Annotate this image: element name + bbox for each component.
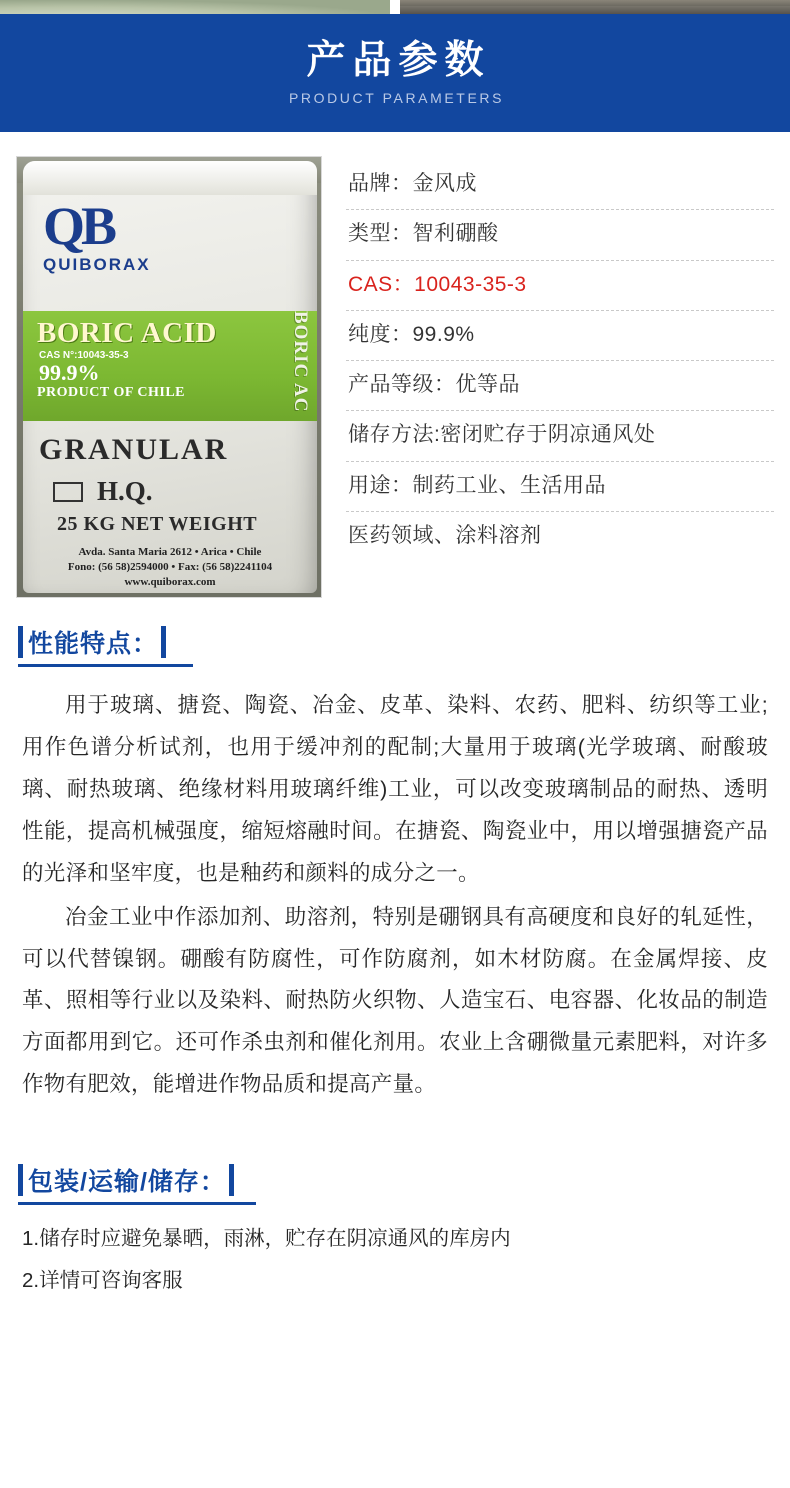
product-grade-text: H.Q. (97, 476, 153, 506)
packaging-list-item: 2.详情可咨询客服 (22, 1269, 183, 1293)
packaging-section (0, 1146, 790, 1329)
section-banner (0, 14, 790, 132)
features-section (0, 608, 790, 1106)
features-body (0, 667, 790, 1106)
product-purity-text: 99.9% (39, 360, 100, 385)
banner-subtitle: PRODUCT PARAMETERS (288, 90, 505, 107)
spec-row: 品牌：金风成 (346, 160, 774, 210)
address-line-2: Fono: (56 58)2594000 • Fax: (56 58)2241104 (67, 560, 273, 573)
banner-title: 产品参数 (306, 38, 491, 82)
parameters-section (0, 132, 790, 608)
sack-side-text: BORIC AC (290, 311, 311, 413)
spec-list (322, 156, 774, 561)
product-form-text: GRANULAR (39, 433, 229, 466)
spec-row: 储存方法:密闭贮存于阴凉通风处 (346, 411, 774, 461)
product-net-weight-text: 25 KG NET WEIGHT (57, 513, 258, 535)
address-line-3: www.quiborax.com (124, 575, 216, 588)
sack-top-fold (23, 161, 317, 195)
spec-row: 产品等级：优等品 (346, 361, 774, 411)
checkbox-icon (53, 482, 83, 502)
manufacturer-address (37, 545, 303, 590)
product-origin-text: PRODUCT OF CHILE (37, 385, 186, 401)
product-title-text: BORIC ACID (37, 317, 217, 349)
top-photo-strip (0, 0, 790, 14)
quiborax-logo-icon: QB (43, 196, 114, 256)
spec-row: 类型：智利硼酸 (346, 210, 774, 260)
brand-logo-block (43, 196, 243, 275)
address-line-1: Avda. Santa Maria 2612 • Arica • Chile (78, 546, 262, 558)
spec-row: 用途：制药工业、生活用品 (346, 462, 774, 512)
brand-name-text: QUIBORAX (43, 255, 151, 274)
features-paragraph: 冶金工业中作添加剂、助溶剂，特别是硼钢具有高硬度和良好的轧延性，可以代替镍钢。硼酸有防腐性，可作防腐剂，如木材防腐。在金属焊接、皮革、照相等行业以及染料、耐热防火织物、人造宝石、电容器、化妆品的制造方面都用到它。还可作杀虫剂和催化剂用。农业上含硼微量元素肥料，对许多作物有肥效，能增进作物品质和提高产量。 (22, 904, 768, 1097)
packaging-list (0, 1205, 790, 1329)
packaging-heading: 包装/运输/储存： (18, 1160, 232, 1200)
top-photo-right (400, 0, 790, 14)
features-heading: 性能特点： (18, 622, 164, 662)
spec-row-cas: CAS：10043-35-3 (346, 261, 774, 311)
product-grade-row (53, 476, 153, 507)
features-paragraph: 用于玻璃、搪瓷、陶瓷、冶金、皮革、染料、农药、肥料、纺织等工业;用作色谱分析试剂，也用于缓冲剂的配制;大量用于玻璃(光学玻璃、耐酸玻璃、耐热玻璃、绝缘材料用玻璃纤维)工业，可以改变玻璃制品的耐热、透明性能，提高机械强度，缩短熔融时间。在搪瓷、陶瓷业中，用以增强搪瓷产品的光泽和坚牢度，也是釉药和颜料的成分之一。 (22, 693, 768, 885)
packaging-list-item: 1.储存时应避免暴晒，雨淋，贮存在阴凉通风的库房内 (22, 1227, 511, 1251)
spec-row: 医药领域、涂料溶剂 (348, 523, 542, 547)
top-photo-left (0, 0, 390, 14)
product-bag-photo (16, 156, 322, 598)
product-sack (23, 161, 317, 593)
spec-row: 纯度：99.9% (346, 311, 774, 361)
product-cas-text: CAS N°:10043-35-3 (39, 350, 129, 361)
label-green-band (23, 311, 317, 421)
photo-gap (390, 0, 400, 14)
